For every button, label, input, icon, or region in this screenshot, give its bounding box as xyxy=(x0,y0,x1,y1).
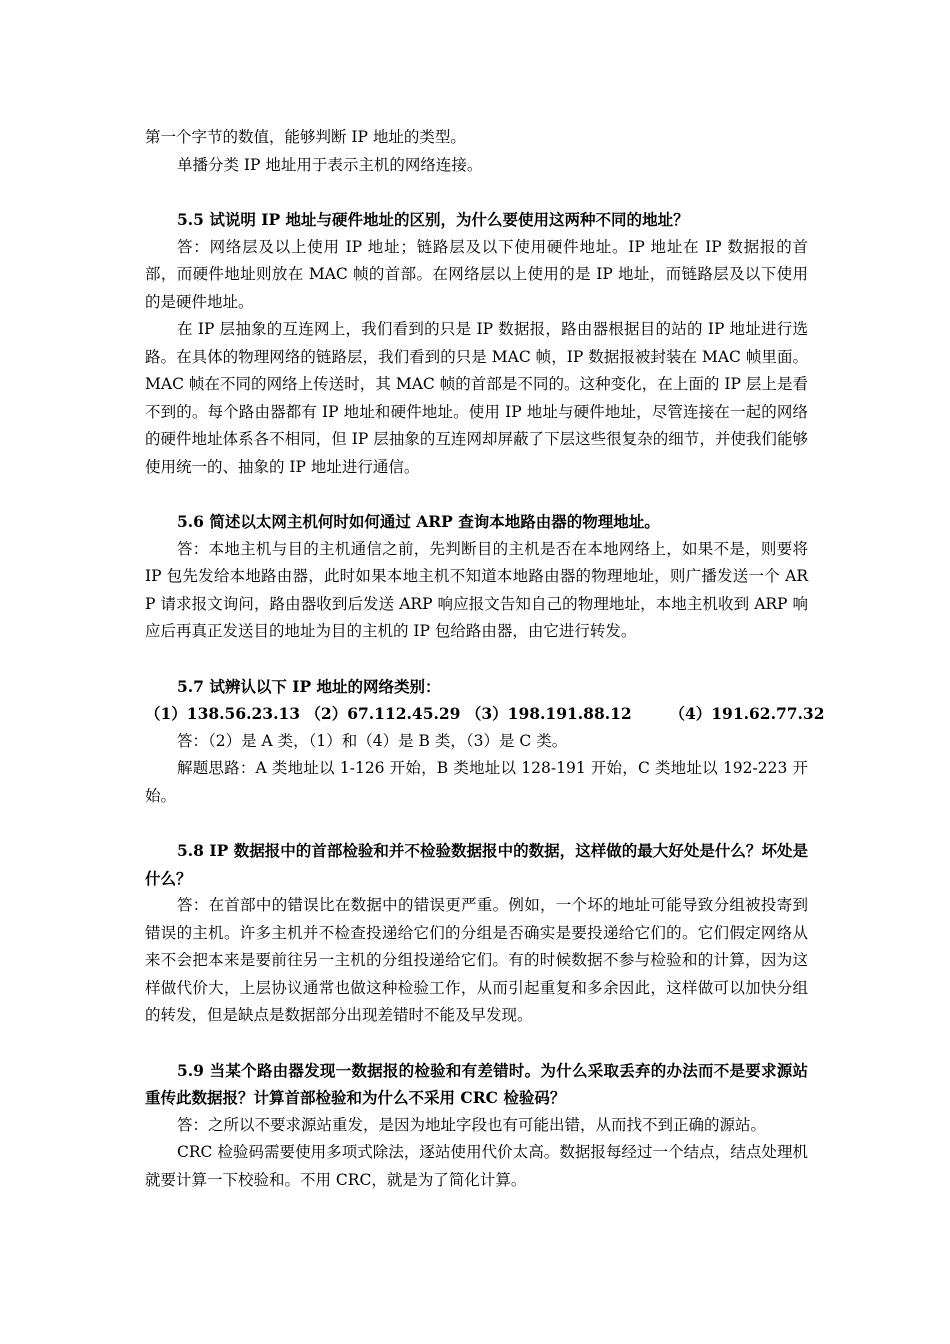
spacer xyxy=(145,179,808,206)
question-5-7-options: （1）138.56.23.13 （2）67.112.45.29 （3）198.191.88.12 （4）191.62.77.32 xyxy=(145,704,825,723)
spacer xyxy=(145,810,808,837)
spacer xyxy=(145,1030,808,1057)
answer-5-9-para-2: CRC 检验码需要使用多项式除法，逐站使用代价太高。数据报每经过一个结点，结点处理机就要计算一下校验和。不用 CRC，就是为了简化计算。 xyxy=(145,1143,808,1189)
question-5-5: 5.5 试说明 IP 地址与硬件地址的区别，为什么要使用这两种不同的地址？ xyxy=(177,210,689,229)
question-5-7: 5.7 试辨认以下 IP 地址的网络类别： xyxy=(177,676,441,696)
spacer xyxy=(145,646,808,673)
question-5-6: 5.6 简述以太网主机何时如何通过 ARP 查询本地路由器的物理地址。 xyxy=(177,512,660,531)
answer-5-5-para-1: 答：网络层及以上使用 IP 地址；链路层及以下使用硬件地址。IP 地址在 IP 数据报的首部，而硬件地址则放在 MAC 帧的首部。在网络层以上使用的是 IP 地址，而链路层及以下使用的是硬件地址。 xyxy=(145,237,808,311)
answer-5-7: 答：（2）是 A 类，（1）和（4）是 B 类，（3）是 C 类。 xyxy=(177,731,568,750)
answer-5-8: 答：在首部中的错误比在数据中的错误更严重。例如，一个坏的地址可能导致分组被投寄到错误的主机。许多主机并不检查投递给它们的分组是否确实是要投递给它们的。它们假定网络从来不会把本来是要前往另一主机的分组投递给它们。有的时候数据不参与检验和的计算，因为这样做代价大，上层协议通常也做这种检验工作，从而引起重复和多余因此，这样做可以加快分组的转发，但是缺点是数据部分出现差错时不能及早发现。 xyxy=(145,896,808,1024)
document-page xyxy=(145,124,825,1194)
question-5-9: 5.9 当某个路由器发现一数据报的检验和有差错时。为什么采取丢弃的办法而不是要求源站重传此数据报？计算首部检验和为什么不采用 CRC 检验码？ xyxy=(145,1060,808,1107)
answer-5-9-para-1: 答：之所以不要求源站重发，是因为地址字段也有可能出错，从而找不到正确的源站。 xyxy=(177,1115,767,1134)
answer-5-7-hint: 解题思路：A 类地址以 1-126 开始，B 类地址以 128-191 开始，C 类地址以 192-223 开始。 xyxy=(145,759,808,805)
spacer xyxy=(145,481,808,508)
intro-line-1: 第一个字节的数值，能够判断 IP 地址的类型。 xyxy=(145,128,466,146)
answer-5-6: 答：本地主机与目的主机通信之前，先判断目的主机是否在本地网络上，如果不是，则要将 IP 包先发给本地路由器，此时如果本地主机不知道本地路由器的物理地址，则广播发送一个 ARP 请求报文询问，路由器收到后发送 ARP 响应报文告知自己的物理地址，本地主机收到 ARP 响应后再真正发送目的地址为目的主机的 IP 包给路由器，由它进行转发。 xyxy=(145,539,808,640)
answer-5-5-para-2: 在 IP 层抽象的互连网上，我们看到的只是 IP 数据报，路由器根据目的站的 IP 地址进行选路。在具体的物理网络的链路层，我们看到的只是 MAC 帧，IP 数据报被封装在 MAC 帧里面。MAC 帧在不同的网络上传送时，其 MAC 帧的首部是不同的。这种变化，在上面的 IP 层上是看不到的。每个路由器都有 IP 地址和硬件地址。使用 IP 地址与硬件地址，尽管连接在一起的网络的硬件地址体系各不相同，但 IP 层抽象的互连网却屏蔽了下层这些很复杂的细节，并使我们能够使用统一的、抽象的 IP 地址进行通信。 xyxy=(145,320,808,476)
question-5-8: 5.8 IP 数据报中的首部检验和并不检验数据报中的数据，这样做的最大好处是什么？坏处是什么？ xyxy=(145,841,808,888)
intro-line-2: 单播分类 IP 地址用于表示主机的网络连接。 xyxy=(177,155,483,174)
